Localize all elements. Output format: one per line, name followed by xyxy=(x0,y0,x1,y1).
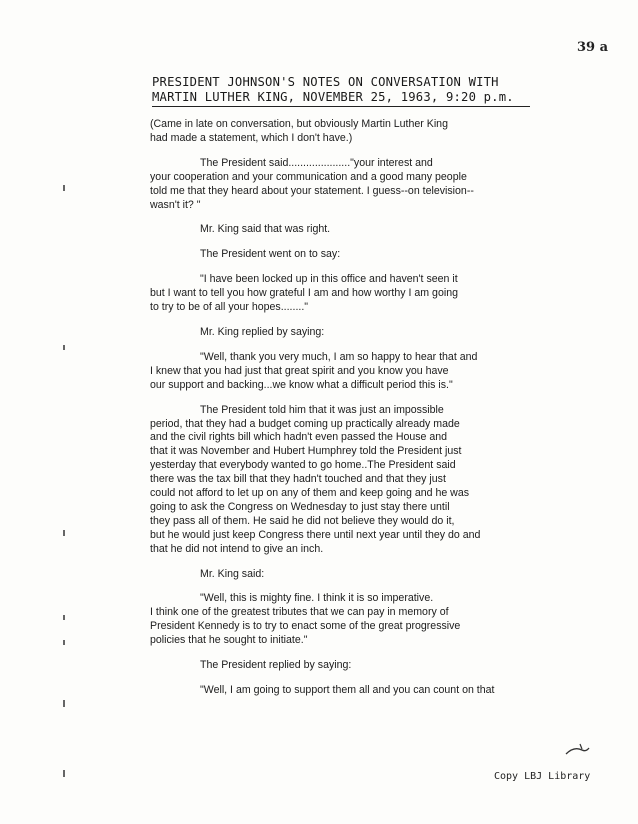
text-line: Mr. King said: xyxy=(200,567,265,580)
paragraph xyxy=(150,568,600,582)
paragraph xyxy=(150,118,600,146)
text-line: could not afford to let up on any of them and keep going and he was xyxy=(150,487,470,500)
document-body xyxy=(150,118,600,709)
paragraph xyxy=(150,404,600,557)
text-line: "I have been locked up in this office and haven't seen it xyxy=(200,273,458,286)
text-line: (Came in late on conversation, but obviously Martin Luther King xyxy=(150,118,448,130)
text-line: our support and backing...we know what a difficult period this is." xyxy=(150,378,453,391)
text-line: that it was November and Hubert Humphrey told the President just xyxy=(150,445,462,458)
text-line: The President went on to say: xyxy=(200,248,341,261)
paragraph xyxy=(150,157,600,213)
margin-mark xyxy=(63,640,65,645)
text-line: I knew that you had just that great spirit and you know you have xyxy=(150,364,449,377)
text-line: your cooperation and your communication and a good many people xyxy=(150,170,467,183)
text-line: "Well, thank you very much, I am so happy to hear that and xyxy=(200,350,478,363)
margin-mark xyxy=(63,700,65,707)
text-line: Mr. King replied by saying: xyxy=(200,325,325,338)
text-line: "Well, I am going to support them all and you can count on that xyxy=(200,684,495,696)
text-line: period, that they had a budget coming up practically already made xyxy=(150,417,460,430)
margin-mark xyxy=(63,770,65,777)
margin-mark xyxy=(63,530,65,536)
text-line: wasn't it? " xyxy=(150,198,201,211)
paragraph xyxy=(150,223,600,237)
text-line: yesterday that everybody wanted to go home..The President said xyxy=(150,459,456,472)
margin-mark xyxy=(63,615,65,620)
handwritten-page-number: 39 a xyxy=(577,40,609,55)
margin-mark xyxy=(63,345,65,350)
text-line: President Kennedy is to try to enact some of the great progressive xyxy=(150,620,461,633)
text-line: but he would just keep Congress there until next year until they do and xyxy=(150,528,481,541)
text-line: The President told him that it was just an impossible xyxy=(200,403,444,416)
text-line: there was the tax bill that they hadn't touched and that they just xyxy=(150,473,446,486)
text-line: The President said....................."your interest and xyxy=(200,156,433,169)
margin-mark xyxy=(63,185,65,191)
paragraph xyxy=(150,684,600,698)
text-line: had made a statement, which I don't have.) xyxy=(150,131,353,144)
text-line: I think one of the greatest tributes that we can pay in memory of xyxy=(150,606,449,619)
handwritten-mark xyxy=(562,740,592,760)
text-line: "Well, this is mighty fine. I think it is so imperative. xyxy=(200,592,434,605)
paragraph xyxy=(150,659,600,673)
copy-stamp: Copy LBJ Library xyxy=(494,771,591,782)
document-title xyxy=(152,75,532,107)
paragraph xyxy=(150,351,600,393)
text-line: Mr. King said that was right. xyxy=(200,223,331,236)
text-line: going to ask the Congress on Wednesday to just stay there until xyxy=(150,500,450,513)
paragraph xyxy=(150,273,600,315)
paragraph xyxy=(150,326,600,340)
paragraph xyxy=(150,248,600,262)
text-line: The President replied by saying: xyxy=(200,659,352,672)
text-line: but I want to tell you how grateful I am and how worthy I am going xyxy=(150,287,458,300)
title-line-2: MARTIN LUTHER KING, NOVEMBER 25, 1963, 9:20 p.m. xyxy=(152,90,530,107)
text-line: and the civil rights bill which hadn't even passed the House and xyxy=(150,431,448,444)
text-line: to try to be of all your hopes........" xyxy=(150,301,309,314)
paragraph xyxy=(150,592,600,648)
text-line: told me that they heard about your statement. I guess--on television-- xyxy=(150,184,474,197)
text-line: that he did not intend to give an inch. xyxy=(150,542,324,555)
text-line: policies that he sought to initiate." xyxy=(150,634,308,647)
text-line: they pass all of them. He said he did not believe they would do it, xyxy=(150,514,455,527)
title-line-1: PRESIDENT JOHNSON'S NOTES ON CONVERSATION WITH xyxy=(152,75,499,89)
